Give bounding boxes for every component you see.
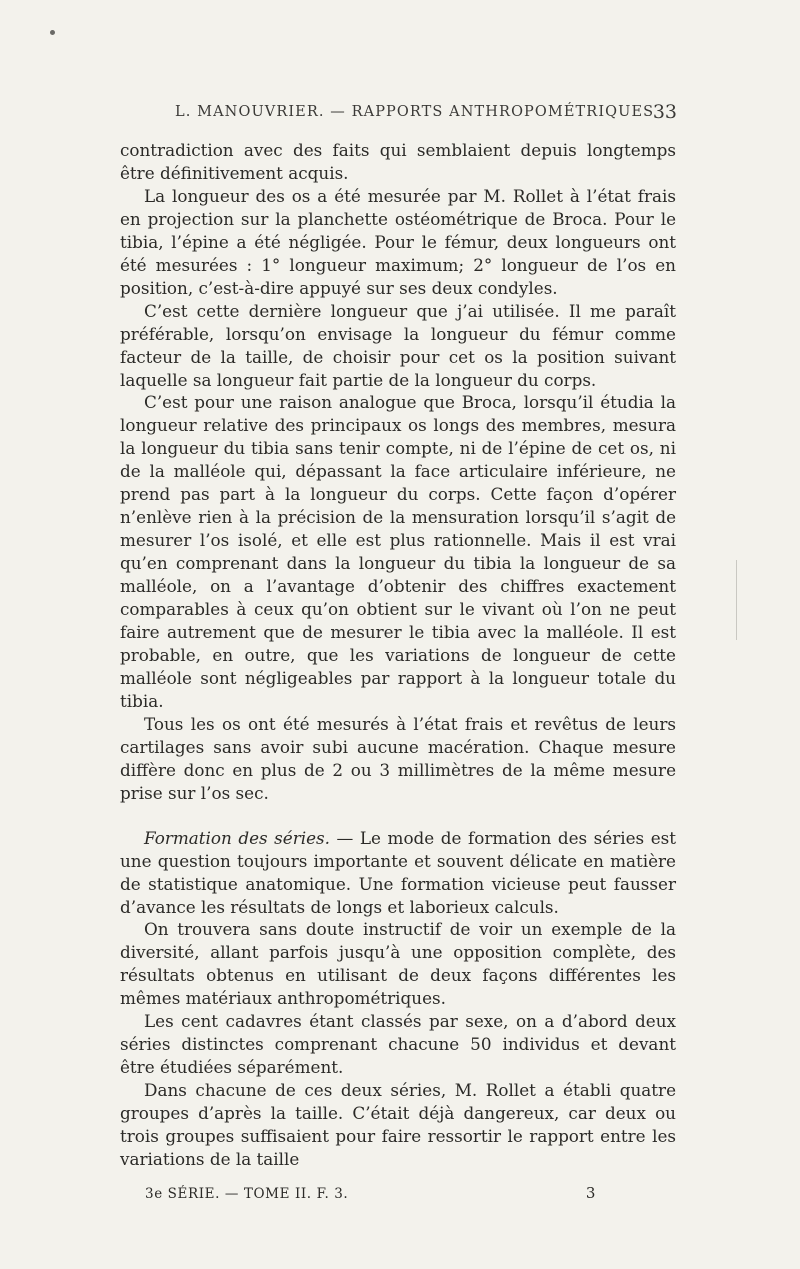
section-dash: —: [330, 827, 360, 848]
paragraph: C’est cette dernière longueur que j’ai utilisée. Il me paraît préférable, lorsqu’on envisage la longueur du fémur comme facteur de la taille, de choisir pour cet os la position suivant laquelle sa longueur fait partie de la longueur du corps.: [120, 300, 676, 390]
running-title: L. MANOUVRIER. — RAPPORTS ANTHROPOMÉTRIQUES: [175, 104, 655, 120]
section-lead-text: Le mode de formation des séries est une question toujours importante et souvent délicate en matière de statistique anatomique. Une formation vicieuse peut fausser d’avance les résultats de longs et laborieux calculs.: [120, 827, 677, 917]
paragraph: La longueur des os a été mesurée par M. Rollet à l’état frais en projection sur la planchette ostéométrique de Broca. Pour le tibia, l’épine a été négligée. Pour le fémur, deux longueurs ont été mesurées : 1° longueur maximum; 2° longueur de l’os en position, c’est-à-dire appuyé sur ses deux condyles.: [120, 185, 676, 298]
signature-mark: 3: [585, 1184, 596, 1202]
running-header: [175, 101, 677, 123]
paragraph: Les cent cadavres étant classés par sexe, on a d’abord deux séries distinctes comprenant chacune 50 individus et devant être étudiées séparément.: [120, 1011, 676, 1078]
ink-speck: [50, 30, 55, 35]
page-number: 33: [652, 101, 677, 123]
series-label: 3e SÉRIE. — TOME II. F. 3.: [145, 1186, 349, 1202]
body-text: [120, 139, 676, 1171]
paragraph: contradiction avec des faits qui semblaient depuis longtemps être définitivement acquis.: [120, 140, 676, 183]
paragraph: C’est pour une raison analogue que Broca, lorsqu’il étudia la longueur relative des principaux os longs des membres, mesura la longueur du tibia sans tenir compte, ni de l’épine de cet os, ni de la malléole qui, dépassant la face articulaire inférieure, ne prend pas part à la longueur du corps. Cette façon d’opérer n’enlève rien à la précision de la mensuration lorsqu’il s’agit de mesurer l’os isolé, et elle est plus rationnelle. Mais il est vrai qu’en comprenant dans la longueur du tibia la longueur de sa malléole, on a l’avantage d’obtenir des chiffres exactement comparables à ceux qu’on obtient sur le vivant où l’on ne peut faire autrement que de mesurer le tibia avec la malléole. Il est probable, en outre, que les variations de longueur de cette malléole sont négligeables par rapport à la longueur totale du tibia.: [120, 392, 676, 711]
paragraph: Tous les os ont été mesurés à l’état frais et revêtus de leurs cartilages sans avoir subi aucune macération. Chaque mesure diffère donc en plus de 2 ou 3 millimètres de la même mesure prise sur l’os sec.: [120, 713, 676, 803]
section-heading: Formation des séries.: [144, 827, 330, 848]
paragraph: On trouvera sans doute instructif de voir un exemple de la diversité, allant parfois jusqu’à une opposition complète, des résultats obtenus en utilisant de deux façons différentes les mêmes matériaux anthropométriques.: [120, 919, 676, 1009]
paragraph: Dans chacune de ces deux séries, M. Rollet a établi quatre groupes d’après la taille. C’était déjà dangereux, car deux ou trois groupes suffisaient pour faire ressortir le rapport entre les variations de la taille: [120, 1080, 676, 1169]
page-footer: [145, 1186, 596, 1202]
section-paragraph: [120, 827, 676, 919]
margin-crease: [736, 560, 737, 640]
